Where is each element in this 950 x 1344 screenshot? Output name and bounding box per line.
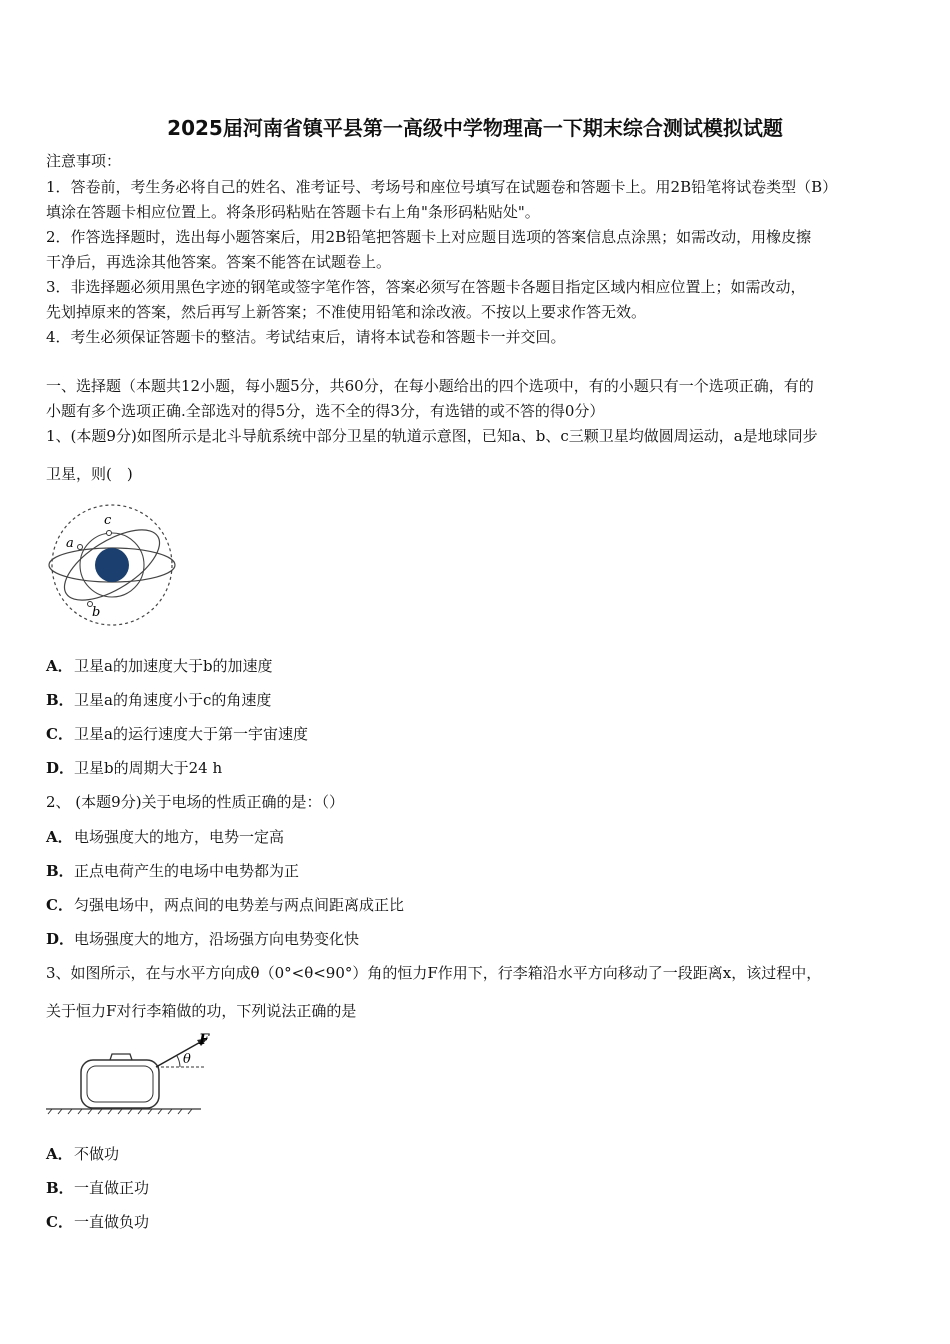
- q3-option-b[interactable]: B．一直做正功: [46, 1179, 150, 1197]
- q1-option-b[interactable]: B．卫星a的角速度小于c的角速度: [46, 691, 272, 709]
- q1-option-c[interactable]: C．卫星a的运行速度大于第一宇宙速度: [46, 725, 308, 743]
- section-instructions: 一、选择题（本题共12小题，每小题5分，共60分，在每小题给出的四个选项中，有的小题只有一个选项正确，有的: [46, 377, 814, 395]
- q2-option-b[interactable]: B．正点电荷产生的电场中电势都为正: [46, 862, 300, 880]
- label-angle: θ: [183, 1052, 191, 1067]
- label-c: c: [104, 513, 112, 528]
- question-1-stem: 卫星，则( ): [46, 465, 133, 483]
- question-3-stem: 关于恒力F对行李箱做的功，下列说法正确的是: [46, 1002, 357, 1020]
- satellite-a: [78, 545, 83, 550]
- q3-option-c[interactable]: C．一直做负功: [46, 1213, 150, 1231]
- q2-option-c[interactable]: C．匀强电场中，两点间的电势差与两点间距离成正比: [46, 896, 405, 914]
- notice-heading: 注意事项：: [46, 152, 122, 170]
- question-2-stem: 2、 (本题9分)关于电场的性质正确的是：（）: [46, 793, 345, 811]
- notice-line: 填涂在答题卡相应位置上。将条形码粘贴在答题卡右上角"条形码粘贴处"。: [46, 203, 540, 221]
- page-title: 2025届河南省镇平县第一高级中学物理高一下期末综合测试模拟试题: [167, 116, 783, 140]
- section-instructions: 小题有多个选项正确.全部选对的得5分，选不全的得3分，有选错的或不答的得0分）: [46, 402, 605, 420]
- q1-option-a[interactable]: A．卫星a的加速度大于b的加速度: [46, 657, 273, 675]
- question-1-stem: 1、(本题9分)如图所示是北斗导航系统中部分卫星的轨道示意图，已知a、b、c三颗卫星均做圆周运动，a是地球同步: [46, 427, 818, 445]
- notice-line: 先划掉原来的答案，然后再写上新答案；不准使用铅笔和涂改液。不按以上要求作答无效。: [46, 303, 647, 321]
- question-3-stem: 3、如图所示，在与水平方向成θ（0°<θ<90°）角的恒力F作用下，行李箱沿水平方向移动了一段距离x，该过程中，: [46, 964, 822, 982]
- angle-arc: [177, 1056, 180, 1067]
- earth-icon: [95, 548, 129, 582]
- satellite-c: [107, 531, 112, 536]
- label-b: b: [92, 605, 101, 620]
- notice-line: 4．考生必须保证答题卡的整洁。考试结束后，请将本试卷和答题卡一并交回。: [46, 328, 566, 346]
- label-force: F: [199, 1032, 209, 1048]
- notice-line: 干净后，再选涂其他答案。答案不能答在试题卷上。: [46, 253, 392, 271]
- suitcase-force-diagram: [46, 1030, 209, 1115]
- q3-option-a[interactable]: A．不做功: [46, 1145, 120, 1163]
- q1-option-d[interactable]: D．卫星b的周期大于24 h: [46, 759, 223, 777]
- q2-option-a[interactable]: A．电场强度大的地方，电势一定高: [46, 828, 285, 846]
- ground-hatching: [48, 1109, 192, 1114]
- notice-line: 1．答卷前，考生务必将自己的姓名、准考证号、考场号和座位号填写在试题卷和答题卡上。用2B铅笔将试卷类型（B）: [46, 178, 838, 196]
- suitcase-handle-icon: [110, 1054, 132, 1060]
- notice-line: 3．非选择题必须用黑色字迹的钢笔或签字笔作答，答案必须写在答题卡各题目指定区域内相应位置上；如需改动，: [46, 278, 806, 296]
- suitcase-body: [81, 1060, 159, 1108]
- suitcase-inner: [87, 1066, 153, 1102]
- q2-option-d[interactable]: D．电场强度大的地方，沿场强方向电势变化快: [46, 930, 360, 948]
- satellite-orbit-diagram: [46, 500, 181, 630]
- notice-line: 2．作答选择题时，选出每小题答案后，用2B铅笔把答题卡上对应题目选项的答案信息点涂黑；如需改动，用橡皮擦: [46, 228, 812, 246]
- label-a: a: [66, 536, 74, 551]
